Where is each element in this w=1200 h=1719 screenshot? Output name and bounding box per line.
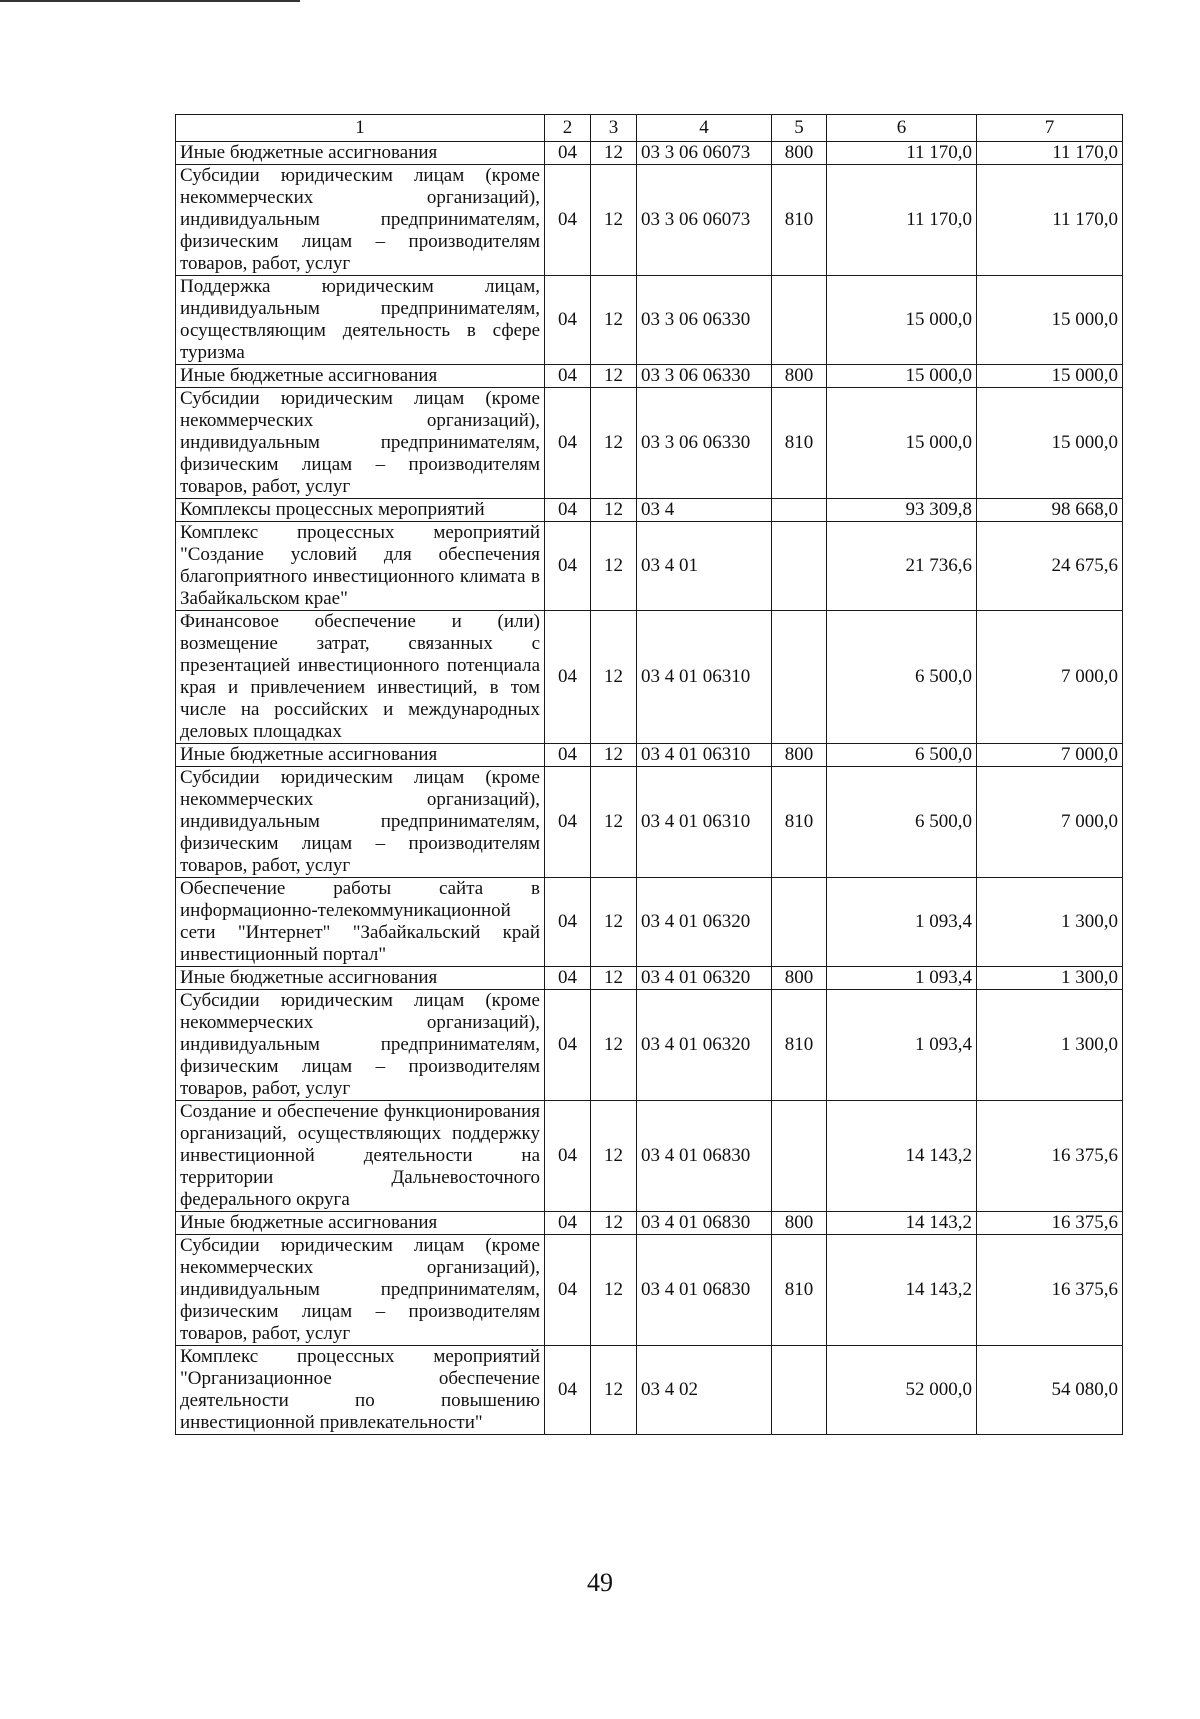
expense-type-cell [772, 499, 827, 522]
section-code-cell: 04 [545, 967, 591, 990]
table-row [176, 142, 1123, 165]
section-code-cell: 04 [545, 1235, 591, 1346]
target-article-cell: 03 4 01 06320 [637, 878, 772, 967]
section-code-cell: 04 [545, 365, 591, 388]
row-name-cell: Субсидии юридическим лицам (кроме некоммерческих организаций), индивидуальным предпринимателям, физическим лицам – производителям товаров, работ, услуг [176, 165, 545, 276]
table-row [176, 611, 1123, 744]
header-cell: 5 [772, 115, 827, 142]
row-name-cell: Субсидии юридическим лицам (кроме некоммерческих организаций), индивидуальным предпринимателям, физическим лицам – производителям товаров, работ, услуг [176, 767, 545, 878]
amount-year1-cell: 14 143,2 [827, 1212, 977, 1235]
subsection-code-cell: 12 [591, 1101, 637, 1212]
subsection-code-cell: 12 [591, 744, 637, 767]
expense-type-cell: 800 [772, 1212, 827, 1235]
section-code-cell: 04 [545, 276, 591, 365]
row-name-cell: Иные бюджетные ассигнования [176, 744, 545, 767]
table-row [176, 165, 1123, 276]
row-name-cell: Обеспечение работы сайта в информационно-телекоммуникационной сети "Интернет" "Забайкальский край инвестиционный портал" [176, 878, 545, 967]
top-edge-rule [0, 0, 300, 2]
section-code-cell: 04 [545, 1212, 591, 1235]
expense-type-cell [772, 878, 827, 967]
table-row [176, 990, 1123, 1101]
table-header-row [176, 115, 1123, 142]
section-code-cell: 04 [545, 1101, 591, 1212]
section-code-cell: 04 [545, 990, 591, 1101]
subsection-code-cell: 12 [591, 1235, 637, 1346]
amount-year1-cell: 6 500,0 [827, 611, 977, 744]
subsection-code-cell: 12 [591, 990, 637, 1101]
amount-year2-cell: 16 375,6 [977, 1235, 1123, 1346]
table-row [176, 744, 1123, 767]
target-article-cell: 03 3 06 06330 [637, 365, 772, 388]
amount-year2-cell: 54 080,0 [977, 1346, 1123, 1435]
row-name-cell: Создание и обеспечение функционирования организаций, осуществляющих поддержку инвестиционной деятельности на территории Дальневосточного федерального округа [176, 1101, 545, 1212]
expense-type-cell [772, 1346, 827, 1435]
expense-type-cell: 810 [772, 388, 827, 499]
expense-type-cell [772, 522, 827, 611]
subsection-code-cell: 12 [591, 767, 637, 878]
header-cell: 2 [545, 115, 591, 142]
section-code-cell: 04 [545, 165, 591, 276]
row-name-cell: Комплекс процессных мероприятий "Организационное обеспечение деятельности по повышению инвестиционной привлекательности" [176, 1346, 545, 1435]
row-name-cell: Иные бюджетные ассигнования [176, 967, 545, 990]
header-cell: 4 [637, 115, 772, 142]
subsection-code-cell: 12 [591, 1212, 637, 1235]
amount-year1-cell: 6 500,0 [827, 767, 977, 878]
amount-year1-cell: 1 093,4 [827, 967, 977, 990]
subsection-code-cell: 12 [591, 165, 637, 276]
target-article-cell: 03 4 01 06310 [637, 611, 772, 744]
section-code-cell: 04 [545, 522, 591, 611]
target-article-cell: 03 4 01 06830 [637, 1212, 772, 1235]
row-name-cell: Иные бюджетные ассигнования [176, 365, 545, 388]
target-article-cell: 03 4 [637, 499, 772, 522]
section-code-cell: 04 [545, 1346, 591, 1435]
amount-year2-cell: 98 668,0 [977, 499, 1123, 522]
expense-type-cell: 800 [772, 744, 827, 767]
amount-year1-cell: 14 143,2 [827, 1235, 977, 1346]
amount-year1-cell: 11 170,0 [827, 165, 977, 276]
amount-year2-cell: 16 375,6 [977, 1101, 1123, 1212]
amount-year2-cell: 7 000,0 [977, 744, 1123, 767]
amount-year1-cell: 52 000,0 [827, 1346, 977, 1435]
section-code-cell: 04 [545, 611, 591, 744]
expense-type-cell [772, 276, 827, 365]
amount-year1-cell: 15 000,0 [827, 365, 977, 388]
row-name-cell: Поддержка юридическим лицам, индивидуальным предпринимателям, осуществляющим деятельность в сфере туризма [176, 276, 545, 365]
amount-year1-cell: 93 309,8 [827, 499, 977, 522]
table-row [176, 1212, 1123, 1235]
amount-year2-cell: 15 000,0 [977, 276, 1123, 365]
amount-year2-cell: 1 300,0 [977, 878, 1123, 967]
header-cell: 6 [827, 115, 977, 142]
row-name-cell: Субсидии юридическим лицам (кроме некоммерческих организаций), индивидуальным предпринимателям, физическим лицам – производителям товаров, работ, услуг [176, 990, 545, 1101]
expense-type-cell [772, 611, 827, 744]
table-row [176, 1101, 1123, 1212]
row-name-cell: Субсидии юридическим лицам (кроме некоммерческих организаций), индивидуальным предпринимателям, физическим лицам – производителям товаров, работ, услуг [176, 1235, 545, 1346]
section-code-cell: 04 [545, 878, 591, 967]
amount-year2-cell: 7 000,0 [977, 611, 1123, 744]
amount-year2-cell: 7 000,0 [977, 767, 1123, 878]
row-name-cell: Комплексы процессных мероприятий [176, 499, 545, 522]
amount-year2-cell: 1 300,0 [977, 967, 1123, 990]
subsection-code-cell: 12 [591, 276, 637, 365]
row-name-cell: Финансовое обеспечение и (или) возмещение затрат, связанных с презентацией инвестиционного потенциала края и привлечением инвестиций, в том числе на российских и международных деловых площадках [176, 611, 545, 744]
section-code-cell: 04 [545, 744, 591, 767]
subsection-code-cell: 12 [591, 878, 637, 967]
amount-year2-cell: 11 170,0 [977, 165, 1123, 276]
target-article-cell: 03 4 02 [637, 1346, 772, 1435]
subsection-code-cell: 12 [591, 499, 637, 522]
expense-type-cell: 800 [772, 365, 827, 388]
table-row [176, 499, 1123, 522]
table-row [176, 276, 1123, 365]
target-article-cell: 03 4 01 06310 [637, 767, 772, 878]
header-cell: 3 [591, 115, 637, 142]
expense-type-cell: 810 [772, 990, 827, 1101]
expense-type-cell: 810 [772, 767, 827, 878]
table-row [176, 522, 1123, 611]
table-body [176, 115, 1123, 1435]
page-number: 49 [587, 1568, 613, 1597]
section-code-cell: 04 [545, 388, 591, 499]
subsection-code-cell: 12 [591, 365, 637, 388]
expense-type-cell: 810 [772, 1235, 827, 1346]
amount-year1-cell: 1 093,4 [827, 990, 977, 1101]
subsection-code-cell: 12 [591, 1346, 637, 1435]
amount-year1-cell: 14 143,2 [827, 1101, 977, 1212]
section-code-cell: 04 [545, 142, 591, 165]
target-article-cell: 03 4 01 06320 [637, 967, 772, 990]
amount-year2-cell: 15 000,0 [977, 388, 1123, 499]
expense-type-cell: 810 [772, 165, 827, 276]
table-row [176, 388, 1123, 499]
amount-year2-cell: 15 000,0 [977, 365, 1123, 388]
target-article-cell: 03 3 06 06330 [637, 388, 772, 499]
amount-year1-cell: 11 170,0 [827, 142, 977, 165]
target-article-cell: 03 4 01 [637, 522, 772, 611]
subsection-code-cell: 12 [591, 611, 637, 744]
table-row [176, 878, 1123, 967]
table-row [176, 967, 1123, 990]
amount-year2-cell: 1 300,0 [977, 990, 1123, 1101]
target-article-cell: 03 3 06 06073 [637, 142, 772, 165]
target-article-cell: 03 3 06 06073 [637, 165, 772, 276]
expense-type-cell: 800 [772, 142, 827, 165]
header-cell: 7 [977, 115, 1123, 142]
subsection-code-cell: 12 [591, 522, 637, 611]
target-article-cell: 03 4 01 06310 [637, 744, 772, 767]
target-article-cell: 03 4 01 06830 [637, 1235, 772, 1346]
subsection-code-cell: 12 [591, 967, 637, 990]
amount-year1-cell: 1 093,4 [827, 878, 977, 967]
amount-year1-cell: 15 000,0 [827, 276, 977, 365]
row-name-cell: Иные бюджетные ассигнования [176, 142, 545, 165]
amount-year2-cell: 16 375,6 [977, 1212, 1123, 1235]
amount-year2-cell: 24 675,6 [977, 522, 1123, 611]
table-row [176, 1346, 1123, 1435]
target-article-cell: 03 4 01 06320 [637, 990, 772, 1101]
header-cell: 1 [176, 115, 545, 142]
expense-type-cell: 800 [772, 967, 827, 990]
subsection-code-cell: 12 [591, 388, 637, 499]
table-row [176, 1235, 1123, 1346]
section-code-cell: 04 [545, 499, 591, 522]
subsection-code-cell: 12 [591, 142, 637, 165]
amount-year2-cell: 11 170,0 [977, 142, 1123, 165]
table-row [176, 767, 1123, 878]
amount-year1-cell: 21 736,6 [827, 522, 977, 611]
target-article-cell: 03 3 06 06330 [637, 276, 772, 365]
row-name-cell: Комплекс процессных мероприятий "Создание условий для обеспечения благоприятного инвестиционного климата в Забайкальском крае" [176, 522, 545, 611]
row-name-cell: Субсидии юридическим лицам (кроме некоммерческих организаций), индивидуальным предпринимателям, физическим лицам – производителям товаров, работ, услуг [176, 388, 545, 499]
amount-year1-cell: 15 000,0 [827, 388, 977, 499]
table-row [176, 365, 1123, 388]
section-code-cell: 04 [545, 767, 591, 878]
row-name-cell: Иные бюджетные ассигнования [176, 1212, 545, 1235]
amount-year1-cell: 6 500,0 [827, 744, 977, 767]
expense-type-cell [772, 1101, 827, 1212]
target-article-cell: 03 4 01 06830 [637, 1101, 772, 1212]
budget-table [175, 114, 1123, 1435]
